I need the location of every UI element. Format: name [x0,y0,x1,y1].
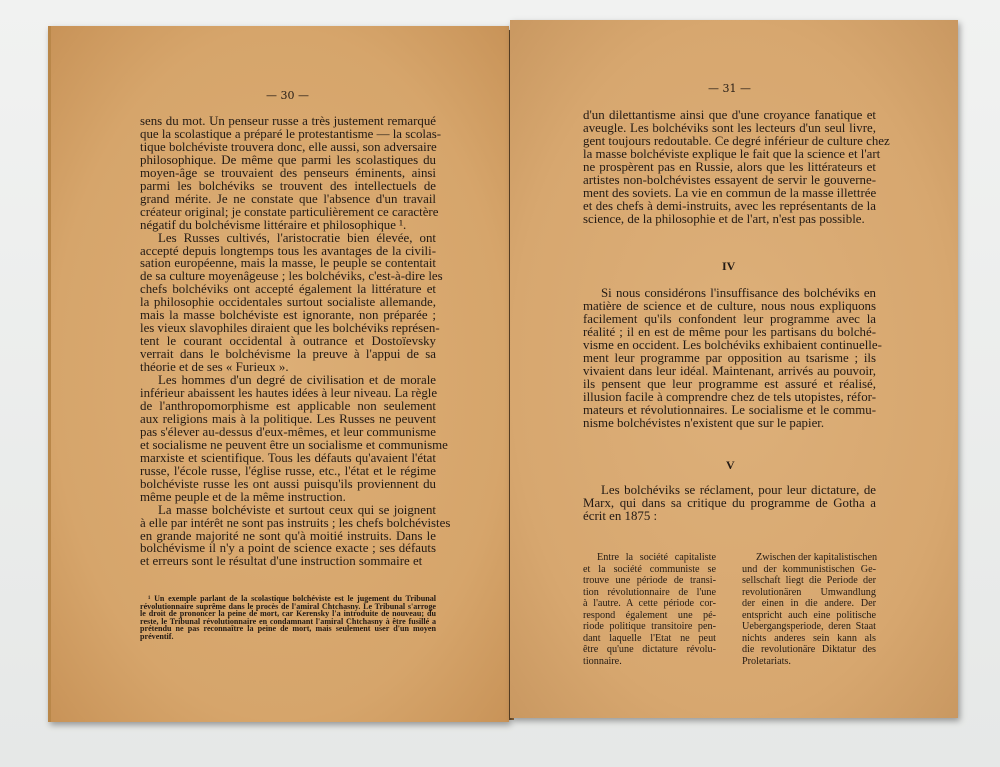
text-line: Les Russes cultivés, l'aristocratie bien élevée, ont [158,230,436,245]
right-top-paragraph [583,108,890,226]
text-line: que la scolastique a préparé le protestantisme — la scolas- [140,126,442,141]
text-line: Uebergangsperiode, deren Staat [742,621,876,632]
text-line: ¹ Un exemple parlant de la scolastique bolchéviste est le jugement du Tribunal [148,594,436,603]
text-line: révolutionnaire suprême dans le procès de l'amiral Chtchasny. Le Tribunal s'arroge [140,601,436,611]
text-line: dant laquelle l'Etat ne peut [583,632,716,644]
footnote [140,595,436,641]
text-line: mateurs et révolutionnaires. Le socialisme et le commu- [583,402,876,417]
text-line: préventif. [140,631,174,641]
right-page [510,20,958,718]
text-line: Les hommes d'un degré de civilisation et de morale [158,373,436,388]
text-line: sation européenne, mais la masse, le peuple se contentait [140,256,436,271]
text-line: entspricht auch eine politische [742,609,876,621]
quote-german-column [742,552,876,667]
text-line: de sa culture moyenâgeuse ; les bolchéviks, c'est-à-dire les [140,269,443,284]
text-line: bolchévisme il n'y a point de science exacte ; ses défauts [140,541,436,556]
text-line: d'un dilettantisme ainsi que d'une croyance fanatique et [583,108,876,122]
text-line: et la société communiste se [583,563,716,575]
text-line: Marx, qui dans sa critique du programme de Gotha a [583,495,876,510]
text-line: même peuple et de la même instruction. [140,489,346,504]
text-line: la masse bolchéviste explique le fait que la science et l'art [583,146,881,161]
section-heading-iv: IV [722,259,736,273]
text-line: trouve une période de transi- [583,575,716,586]
text-line: mais la masse bolchéviste est ignorante, non préparée ; [140,308,436,323]
text-line: Zwischen der kapitalistischen [756,552,878,563]
text-line: à l'autre. A cette période cor- [583,598,716,609]
text-line: artistes non-bolchévistes essayent de servir le gouverne- [583,172,876,187]
text-line: écrit en 1875 : [583,508,658,523]
text-line: accepté depuis longtemps tous les avantages de la civili- [140,243,436,258]
text-line: vivaient dans leur idéal. Maintenant, arrivés au pouvoir, [583,363,876,378]
text-line: tent le courant occidental à outrance et Dostoïevsky [140,334,436,349]
text-line: en grande majorité ne sont qu'à moitié instruits. Dans le [140,528,436,543]
text-line: revolutionären Umwandlung [742,586,876,598]
text-line: théorie et de ses « Furieux ». [140,360,289,375]
text-line: nisme bolchévistes n'existent que sur le papier. [583,415,825,430]
text-line: marxiste et scientifique. Tous les défauts qu'avaient l'état [140,450,436,465]
text-line: inférieur abaissent les hautes idées à leur niveau. La règle [140,386,438,401]
text-line: riode politique transitoire pen- [583,621,716,632]
text-line: Entre la société capitaliste [597,552,716,563]
text-line: chefs bolchéviks ont accepté également la littérature et [140,282,436,297]
left-page [48,26,509,722]
text-line: reste, le Tribunal révolutionnaire en condamnant l'amiral Chtchasny à être fusillé a [140,616,436,626]
text-line: et socialisme ne peuvent être un socialisme et communisme [140,437,448,452]
text-line: philosophique. De même que parmi les scolastiques du [140,152,436,167]
text-line: ne prospèrent pas en Russie, alors que les littérateurs et [583,159,876,174]
text-line: pas s'élever au-dessus d'eux-mêmes, et leur communisme [140,424,436,439]
text-line: La masse bolchéviste et surtout ceux qui se joignent [158,502,436,517]
text-line: respond également une pé- [583,609,716,621]
text-line: Proletariats. [742,655,791,667]
text-line: tique bolchéviste trouvera donc, elle aussi, son adversaire [140,139,437,154]
page-number: — 31 — [708,82,751,95]
section-iv-paragraph [583,286,882,430]
text-line: tionnaire. [583,655,622,667]
text-line: réalité ; il en est de même pour les partisans du bolché- [583,324,876,339]
text-line: ment des soviets. La vie en commun de la masse illettrée [583,185,877,200]
text-line: être qu'une dictature révolu- [583,644,716,655]
text-line: bolchéviste russe les ont aussi puisqu'ils proviennent du [140,476,436,491]
text-line: négatif du bolchévisme littéraire et philosophique ¹. [140,217,407,232]
text-line: aveugle. Les bolchéviks sont les lecteurs d'un seul livre, [583,120,876,135]
text-line: sens du mot. Un penseur russe a très justement remarqué [140,114,436,128]
text-line: ils pensent que leur programme est assuré et réalisé, [583,376,876,391]
text-line: et erreurs sont le résultat d'une instruction sommaire et [140,554,423,569]
text-line: les vieux slavophiles diraient que les bolchéviks représen- [140,321,440,336]
text-line: die revolutionäre Diktatur des [742,644,876,655]
text-line: la philosophie occidentales surtout socialiste allemande, [140,295,436,310]
text-line: illusion facile à comprendre chez de tels utopistes, réfor- [583,389,876,404]
text-line: parmi les bolchéviks se trouvent des intellectuels de [140,178,436,193]
text-line: visme en occident. Les bolchéviks exhibaient continuelle- [583,337,882,352]
text-line: facilement qu'ils confondent leur programme avec la [583,311,876,326]
text-line: der einen in die andere. Der [742,598,876,609]
text-line: à elle par intérêt ne sont pas instruits ; les chefs bolchévistes [140,515,451,530]
text-line: tion révolutionnaire de l'une [583,586,716,598]
text-line: gent toujours redoutable. Ce degré inférieur de culture chez [583,133,890,148]
text-line: sellschaft liegt die Periode der [742,575,876,586]
text-line: ment leur programme par opposition au tsarisme ; ils [583,350,876,365]
page-number: — 30 — [266,89,309,102]
text-line: und der kommunistischen Ge- [742,563,876,575]
text-line: nichts anderes sein kann als [742,632,876,644]
text-line: verrait dans le bolchévisme la preuve à l'appui de sa [140,347,436,362]
text-line: matière de science et de culture, nous nous expliquons [583,298,876,313]
text-line: aux religions mais à la politique. Les Russes ne peuvent [140,411,436,426]
text-line: prétendu ne pas reconnaître la peine de mort, mais seulement user d'un moyen [140,624,436,634]
section-v-paragraph [583,484,876,523]
left-body-text [140,114,451,569]
section-heading-v: V [726,458,735,472]
text-line: et des chefs à demi-instruits, avec les représentants de la [583,198,876,213]
text-line: grand mérite. Je ne constate que l'absence d'un travail [140,191,436,206]
text-line: Les bolchéviks se réclament, pour leur dictature, de [601,483,876,497]
text-line: le droit de prononcer la peine de mort, car Kerensky l'a introduite de nouveau; du [140,609,436,619]
text-line: russe, l'école russe, l'église russe, etc., l'état et le régime [140,463,436,478]
text-line: de l'anthropomorphisme est applicable non seulement [140,398,436,413]
text-line: science, de la philosophie et de l'art, n'est pas possible. [583,211,865,226]
text-line: créateur original; je constate particulièrement ce caractère [140,204,439,219]
text-line: moyen-âge se trouvaient des penseurs éminents, ainsi [140,165,436,180]
text-line: Si nous considérons l'insuffisance des bolchéviks en [601,286,876,300]
quote-french-column [583,552,716,667]
